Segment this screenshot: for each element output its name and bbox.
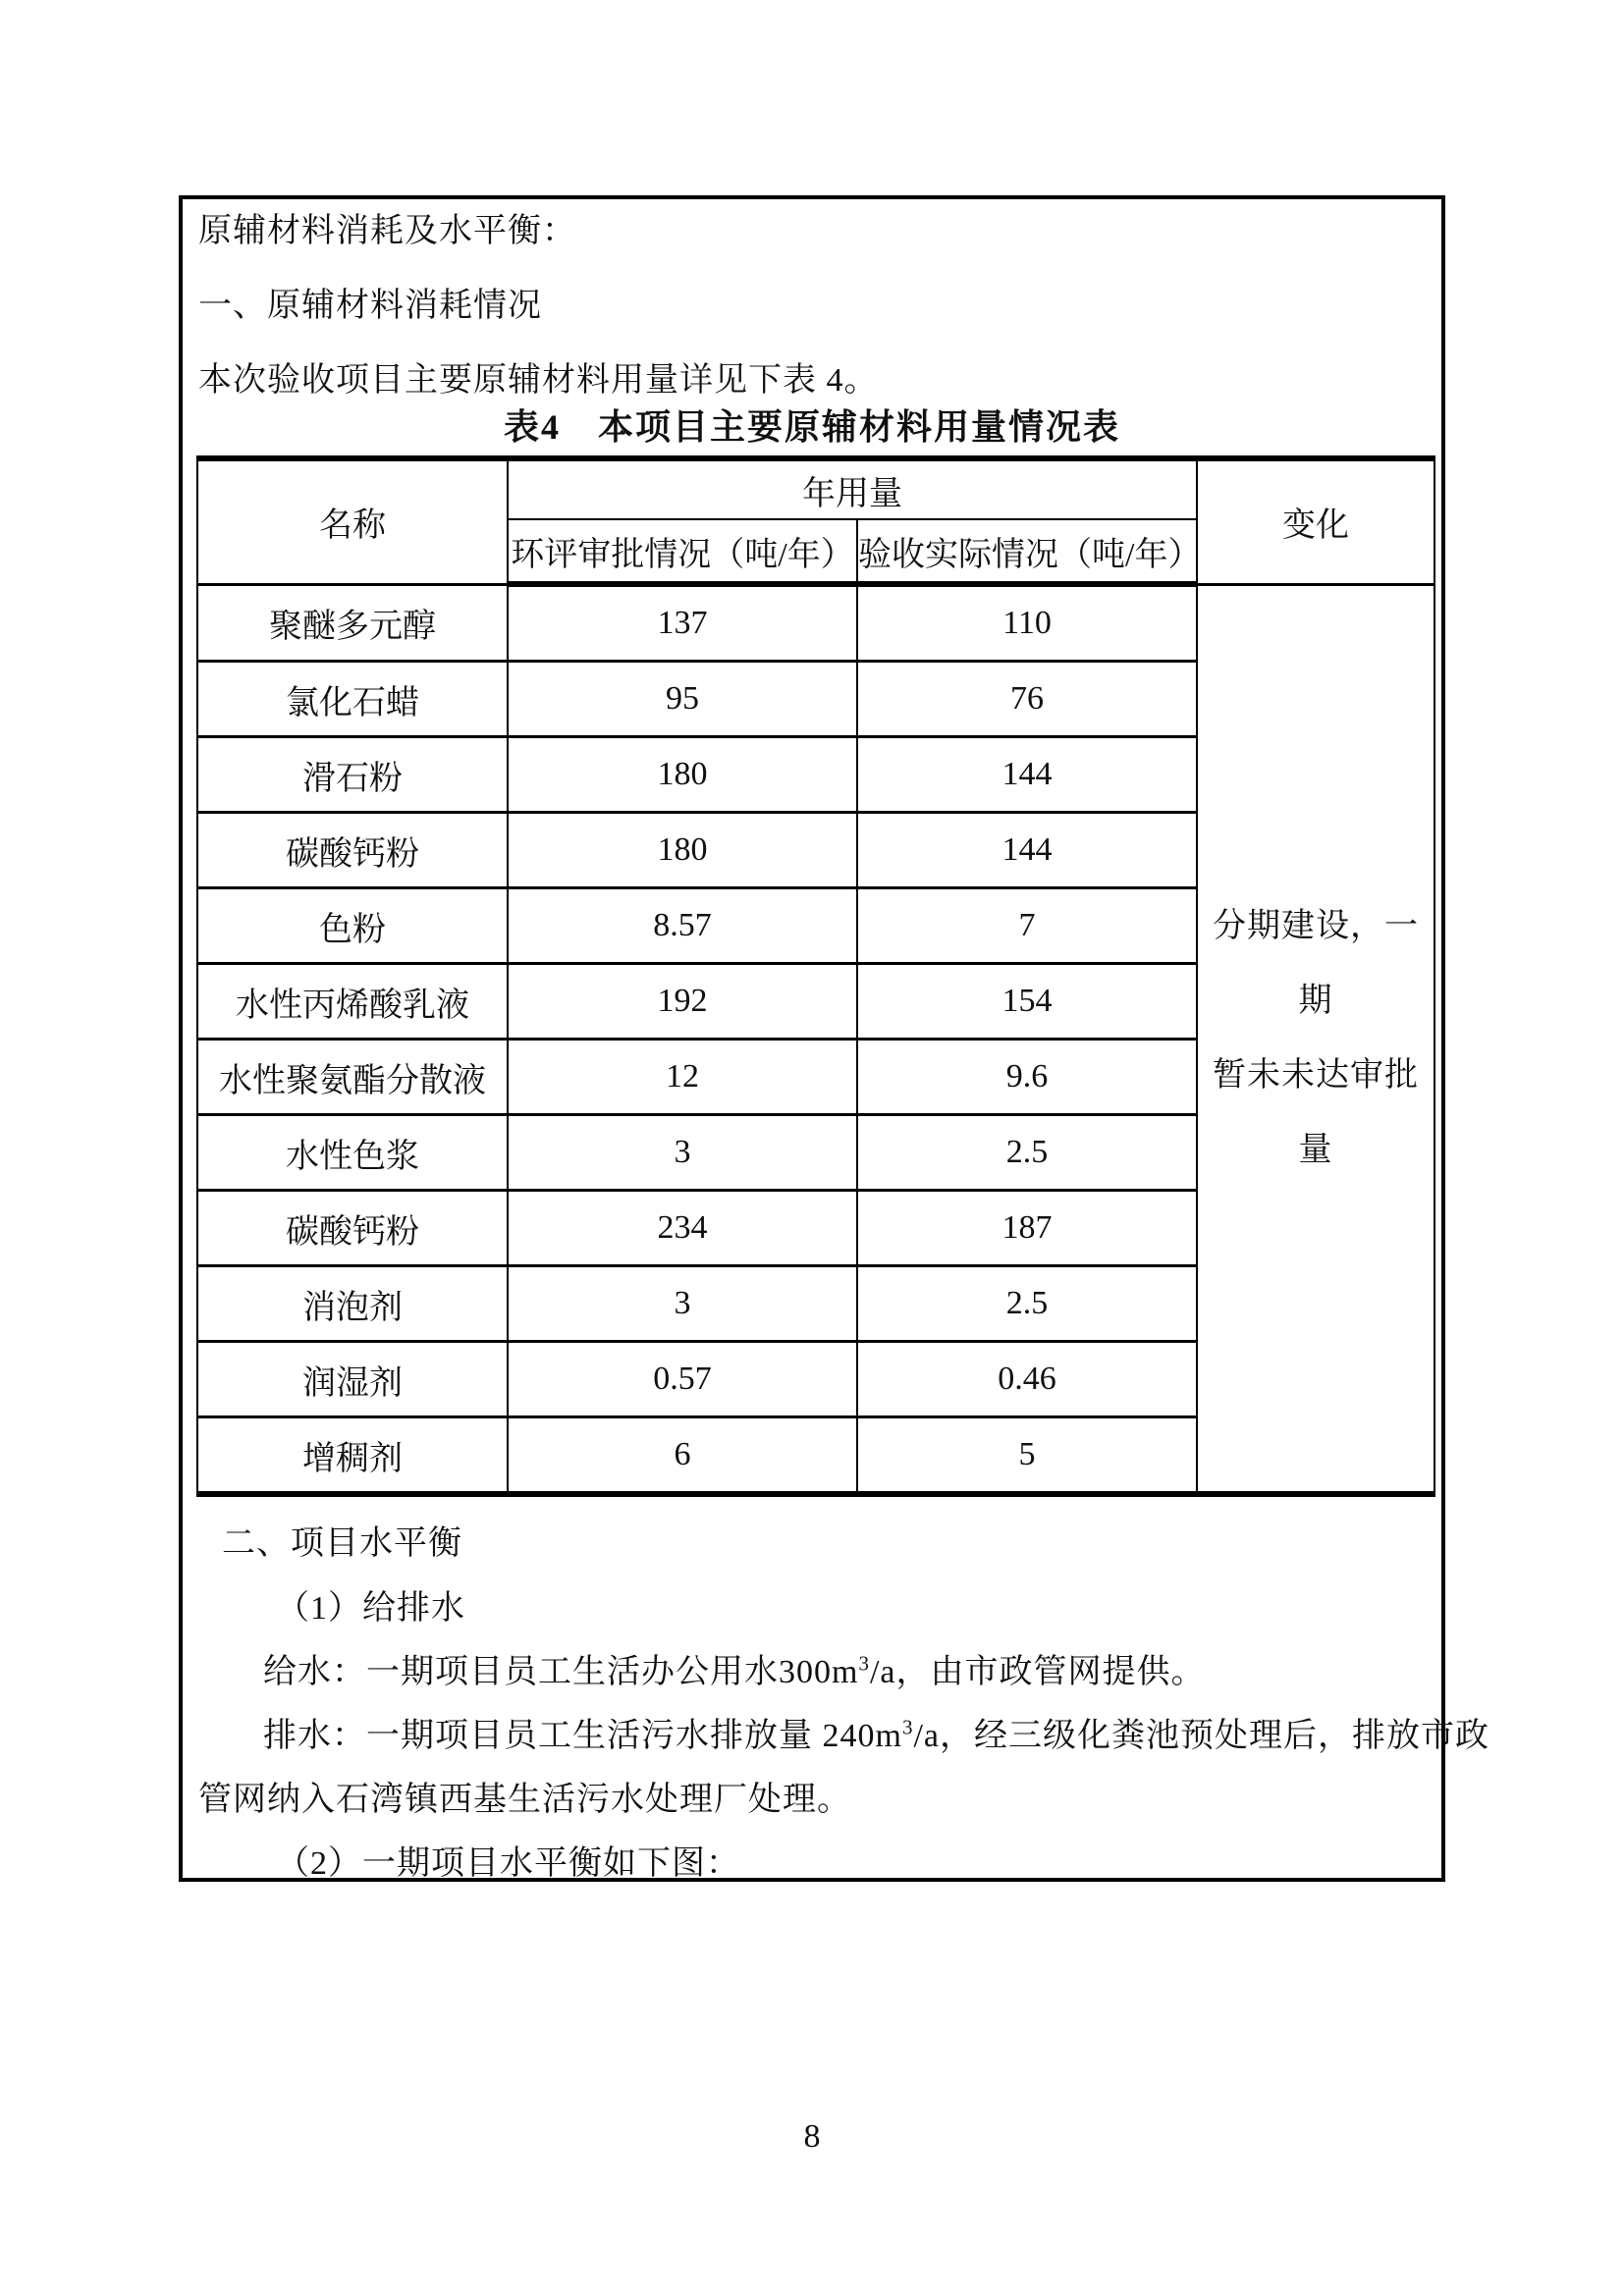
page-number: 8 <box>803 2118 821 2155</box>
water-drain-text-suffix: /a，经三级化粪池预处理后，排放市政 <box>913 1718 1489 1754</box>
material-name: 增稠剂 <box>197 1417 508 1495</box>
approved-value: 3 <box>508 1266 857 1342</box>
actual-value: 9.6 <box>857 1040 1197 1115</box>
water-balance-heading: 二、项目水平衡 <box>222 1525 462 1562</box>
material-name: 滑石粉 <box>197 737 508 813</box>
actual-value: 154 <box>857 964 1197 1040</box>
actual-value: 110 <box>857 584 1197 662</box>
material-name: 聚醚多元醇 <box>197 584 508 662</box>
water-balance-item1: （1）给排水 <box>276 1590 465 1627</box>
header-acceptance-actual: 验收实际情况（吨/年） <box>857 519 1197 584</box>
header-name: 名称 <box>197 458 508 584</box>
material-name: 水性色浆 <box>197 1115 508 1191</box>
material-name: 碳酸钙粉 <box>197 1191 508 1266</box>
header-annual-usage: 年用量 <box>508 458 1197 519</box>
material-name: 氯化石蜡 <box>197 662 508 737</box>
actual-value: 144 <box>857 813 1197 888</box>
approved-value: 95 <box>508 662 857 737</box>
material-name: 碳酸钙粉 <box>197 813 508 888</box>
intro-note: 本次验收项目主要原辅材料用量详见下表 4。 <box>198 362 879 399</box>
material-name: 消泡剂 <box>197 1266 508 1342</box>
approved-value: 0.57 <box>508 1342 857 1417</box>
actual-value: 5 <box>857 1417 1197 1495</box>
change-note-line2: 暂未未达审批量 <box>1213 1056 1419 1168</box>
approved-value: 137 <box>508 584 857 662</box>
material-name: 润湿剂 <box>197 1342 508 1417</box>
actual-value: 7 <box>857 888 1197 964</box>
actual-value: 76 <box>857 662 1197 737</box>
water-supply-line <box>263 1650 1206 1695</box>
content-border-box <box>179 195 1489 1882</box>
cubic-meter-superscript: 3 <box>901 1715 914 1739</box>
table-row <box>197 584 1435 662</box>
water-drain-line <box>263 1714 1489 1759</box>
intro-heading: 原辅材料消耗及水平衡： <box>198 213 576 249</box>
approved-value: 8.57 <box>508 888 857 964</box>
actual-value: 0.46 <box>857 1342 1197 1417</box>
actual-value: 2.5 <box>857 1266 1197 1342</box>
cubic-meter-superscript: 3 <box>858 1651 870 1676</box>
water-supply-text-suffix: /a，由市政管网提供。 <box>869 1654 1206 1690</box>
water-balance-item2: （2）一期项目水平衡如下图： <box>276 1845 740 1882</box>
approved-value: 6 <box>508 1417 857 1495</box>
approved-value: 180 <box>508 737 857 813</box>
approved-value: 3 <box>508 1115 857 1191</box>
water-drain-line2: 管网纳入石湾镇西基生活污水处理厂处理。 <box>198 1782 851 1818</box>
approved-value: 180 <box>508 813 857 888</box>
approved-value: 234 <box>508 1191 857 1266</box>
water-supply-text: 给水：一期项目员工生活办公用水300m <box>263 1654 859 1690</box>
actual-value: 187 <box>857 1191 1197 1266</box>
table-title: 表4 本项目主要原辅材料用量情况表 <box>503 407 1120 447</box>
section-1-heading: 一、原辅材料消耗情况 <box>198 288 542 324</box>
actual-value: 2.5 <box>857 1115 1197 1191</box>
actual-value: 144 <box>857 737 1197 813</box>
header-change: 变化 <box>1197 458 1435 584</box>
material-name: 水性丙烯酸乳液 <box>197 964 508 1040</box>
materials-usage-table <box>196 455 1435 1497</box>
water-drain-text: 排水：一期项目员工生活污水排放量 240m <box>263 1718 902 1754</box>
change-note-cell <box>1197 584 1435 1494</box>
approved-value: 12 <box>508 1040 857 1115</box>
material-name: 水性聚氨酯分散液 <box>197 1040 508 1115</box>
table-header-row-1 <box>197 458 1435 519</box>
approved-value: 192 <box>508 964 857 1040</box>
change-note-line1: 分期建设，一期 <box>1213 907 1419 1019</box>
material-name: 色粉 <box>197 888 508 964</box>
header-eia-approved: 环评审批情况（吨/年） <box>508 519 857 584</box>
